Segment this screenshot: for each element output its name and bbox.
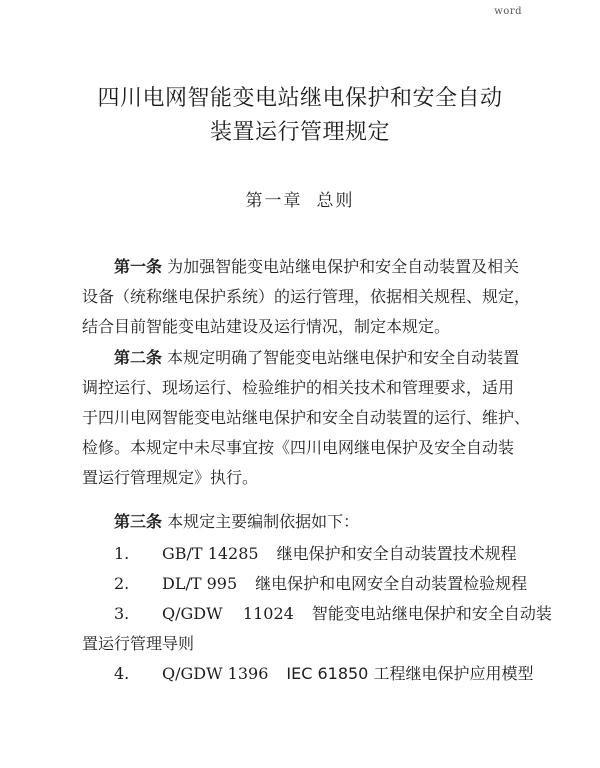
article-line: 设备（统称继电保护系统）的运行管理，依据相关规程、规定， [82,287,531,306]
article-label: 第三条 [114,512,163,531]
list-item-continuation [82,629,528,659]
article-label: 第一条 [114,257,163,276]
article-line: 结合目前智能变电站建设及运行情况，制定本规定。 [82,317,451,336]
list-item: 4. Q/GDW 1396 IEC 61850 工程继电保护应用模型 [82,659,528,689]
standard-title: 继电保护和安全自动装置技术规程 [276,544,517,563]
standard-code: GB/T 14285 [162,544,259,563]
chapter-number: 第一章 [245,191,303,211]
article-line: 检修。本规定中未尽事宜按《四川电网继电保护及安全自动装 [82,438,515,457]
title-line-2: 装置运行管理规定 [209,120,390,145]
list-item: 2. DL/T 995 继电保护和电网安全自动装置检验规程 [82,569,528,599]
standard-code: DL/T 995 [162,574,238,593]
article-line: 第三条 本规定主要编制依据如下： [114,512,360,531]
list-item: 1. GB/T 14285 继电保护和安全自动装置技术规程 [82,539,528,569]
document-title [0,82,600,150]
article-line: 于四川电网智能变电站继电保护和安全自动装置的运行、维护、 [82,408,531,427]
header-tag: word [494,6,522,17]
article-line: 置运行管理规定》执行。 [82,468,259,487]
article-label: 第二条 [114,348,163,367]
list-item: 3. Q/GDW 11024 智能变电站继电保护和安全自动装 [82,599,528,629]
article-line: 调控运行、现场运行、检验维护的相关技术和管理要求，适用 [82,378,515,397]
article-3 [82,507,528,537]
standard-title: 继电保护和电网安全自动装置检验规程 [255,574,528,593]
standard-title: IEC 61850 工程继电保护应用模型 [286,664,534,683]
title-line-1: 四川电网智能变电站继电保护和安全自动 [97,86,503,111]
chapter-heading [0,186,600,211]
article-line: 第二条 本规定明确了智能变电站继电保护和安全自动装置 [114,348,520,367]
reference-list [82,539,552,689]
standard-code: Q/GDW 1396 [162,664,269,683]
chapter-name: 总则 [316,191,355,211]
standard-title: 智能变电站继电保护和安全自动装 [311,604,552,623]
article-2 [82,343,531,493]
article-line: 第一条 为加强智能变电站继电保护和安全自动装置及相关 [114,257,520,276]
standard-title-continued: 置运行管理导则 [82,634,195,653]
standard-code: Q/GDW 11024 [162,604,294,623]
article-1 [82,252,531,342]
